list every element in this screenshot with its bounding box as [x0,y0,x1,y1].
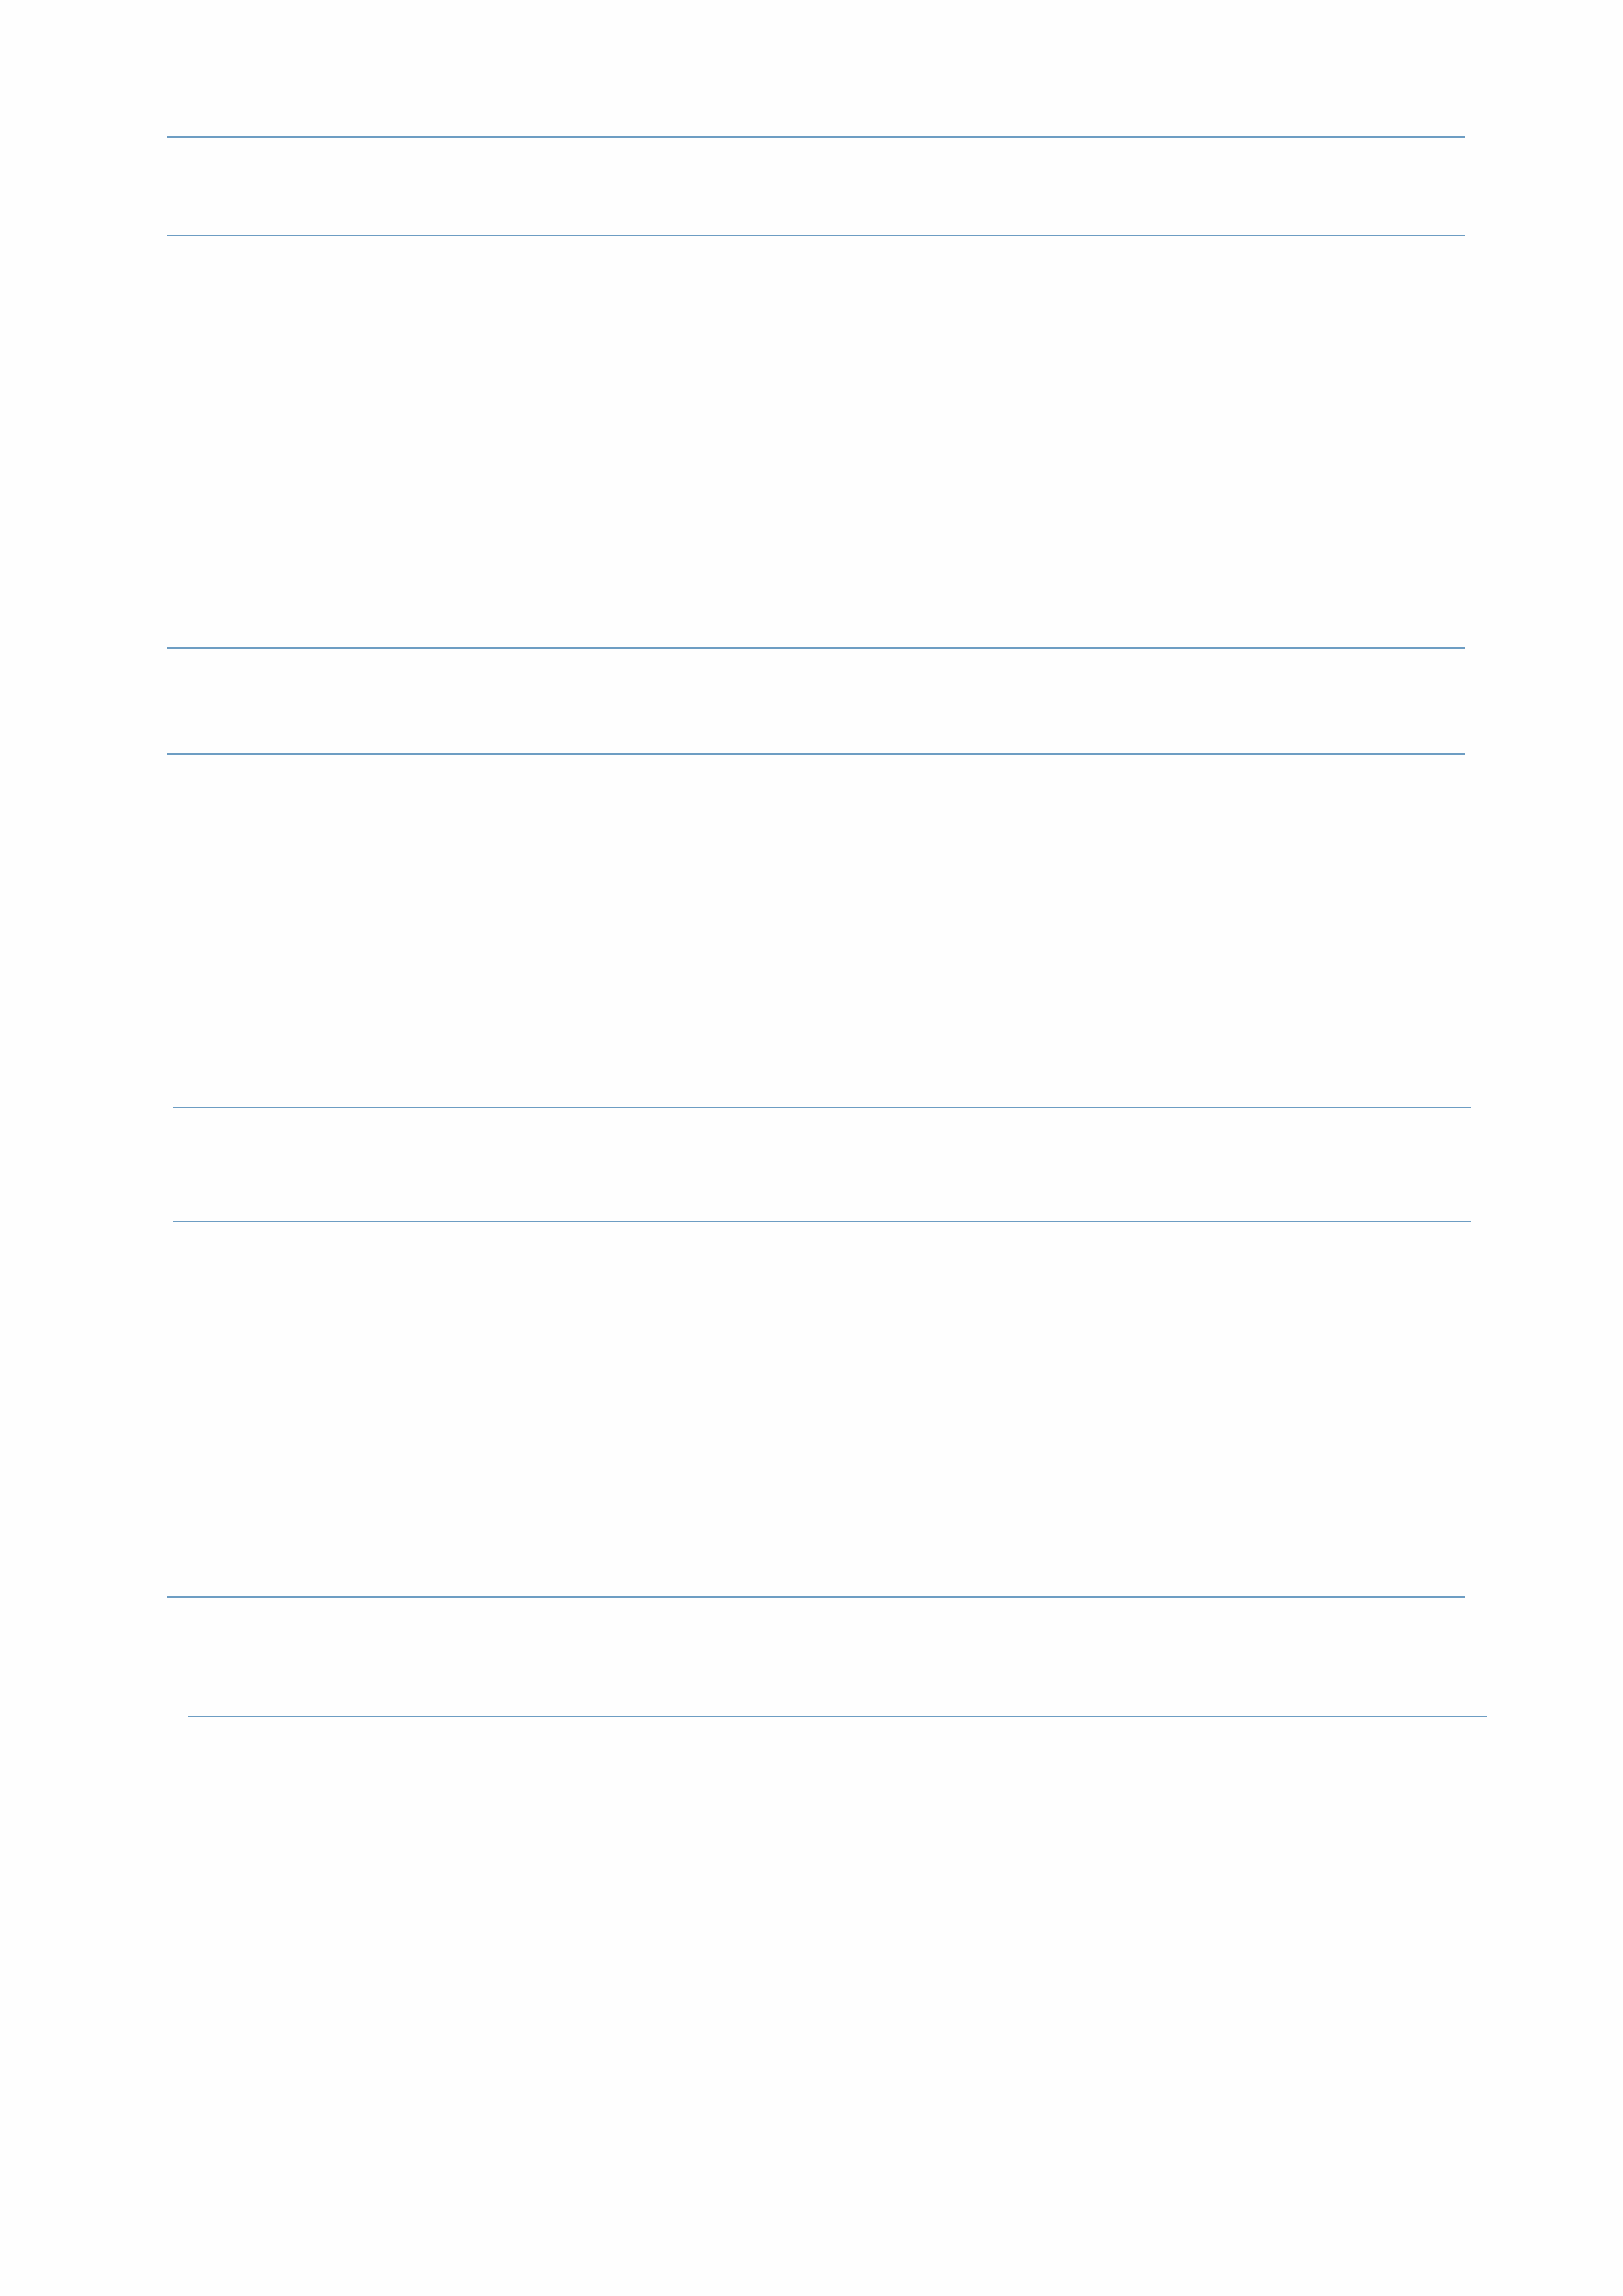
section-1-body [167,237,1465,646]
section-2-body [167,755,1465,1104]
section-2-bottom-rule [167,753,1465,755]
section-3-body [167,1223,1465,1595]
section-4-bottom-rule [188,1716,1487,1717]
section-2-header-band [167,649,1465,752]
section-3-bottom-rule [173,1221,1471,1222]
section-4-body [167,1718,1465,2254]
section-3-header-band [167,1108,1465,1219]
section-1-bottom-rule [167,235,1465,236]
section-1-header-band [167,138,1465,234]
section-4-header-band [167,1598,1465,1714]
